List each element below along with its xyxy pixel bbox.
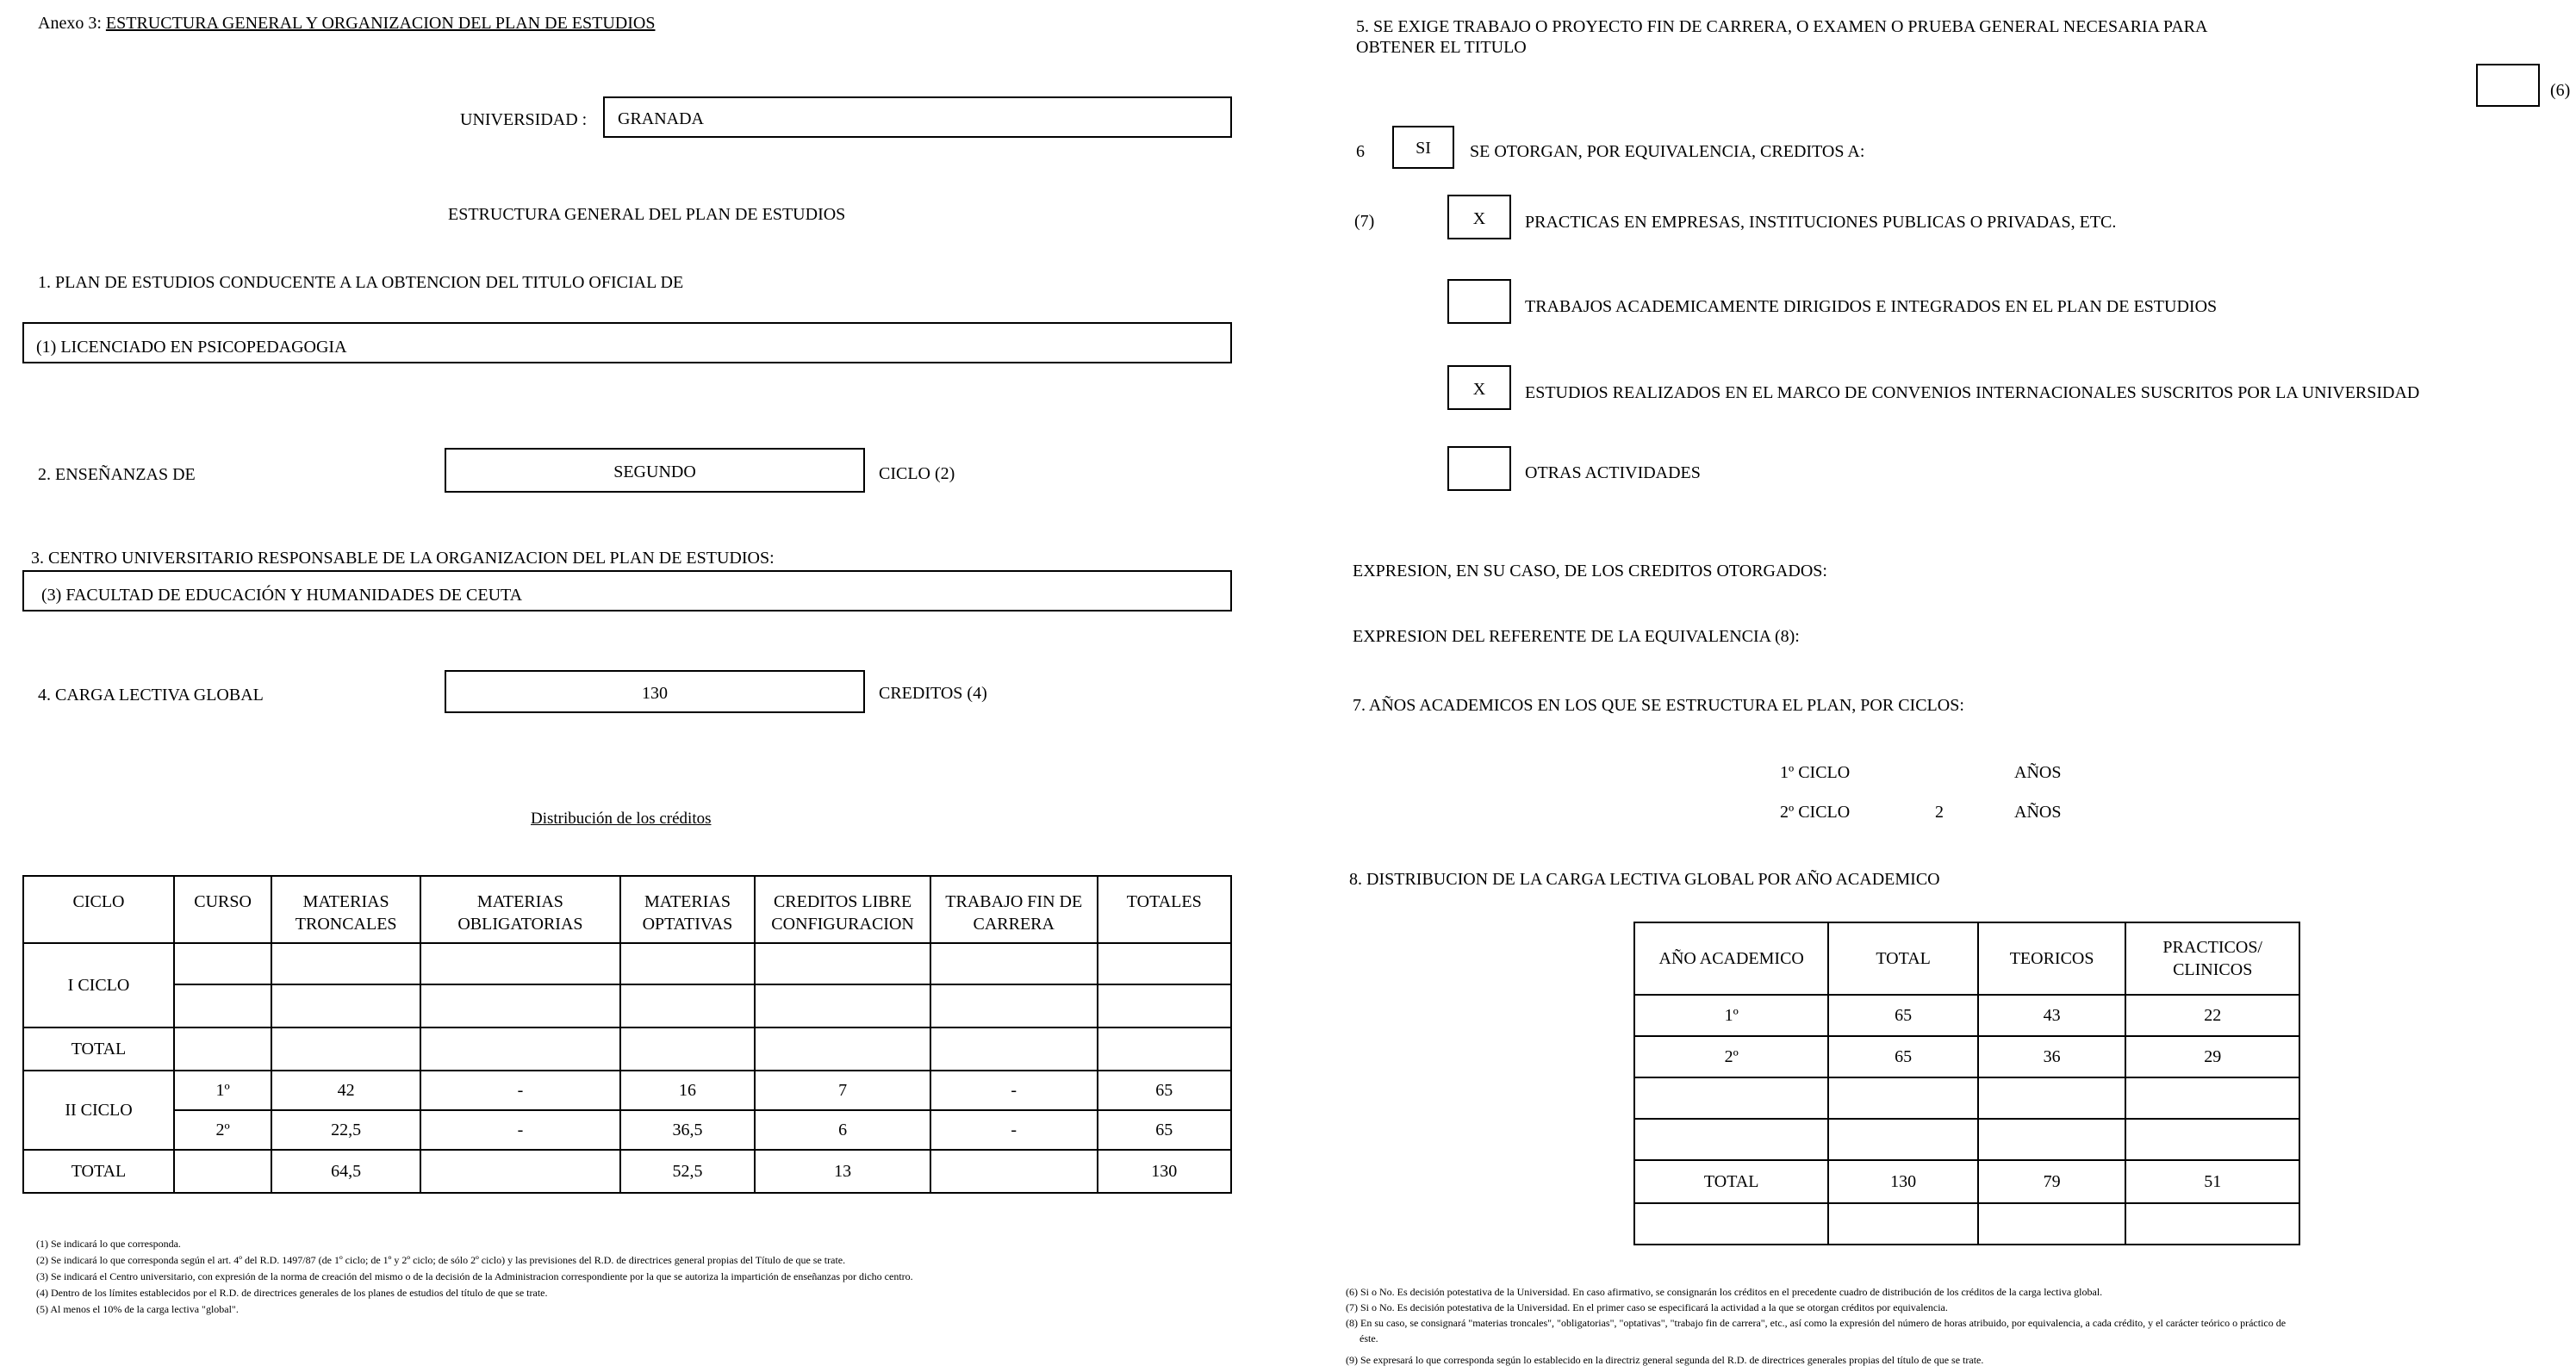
footnote: (8) En su caso, se consignará "materias troncales", "obligatorias", "optativas", "trabajo fin de carrera", etc., así como la expresión del número de horas atribuido, por equivalencia, a cada crédito, y el carácter teórico o práctico de — [1346, 1317, 2287, 1329]
row-label-total-ii: TOTAL — [23, 1150, 174, 1193]
cell-troncales: 64,5 — [271, 1150, 420, 1193]
section-6-number: 6 — [1356, 142, 1365, 161]
distribution-title: Distribución de los créditos — [531, 810, 712, 828]
table-header-row — [23, 876, 1231, 943]
cell-optativas: 36,5 — [620, 1110, 755, 1150]
table-row — [23, 1150, 1231, 1193]
table-row — [1634, 1036, 2299, 1077]
cell-optativas: 52,5 — [620, 1150, 755, 1193]
degree-title-value: (1) LICENCIADO EN PSICOPEDAGOGIA — [36, 338, 347, 357]
note-7: (7) — [1354, 212, 1375, 231]
note-6: (6) — [2550, 81, 2571, 100]
expression-reference-label: EXPRESION DEL REFERENTE DE LA EQUIVALENCIA (8): — [1353, 627, 1800, 646]
section-7-label: 7. AÑOS ACADEMICOS EN LOS QUE SE ESTRUCTURA EL PLAN, POR CICLOS: — [1353, 696, 1964, 715]
cycle-2-unit: AÑOS — [2014, 803, 2062, 822]
cell-curso: 2º — [174, 1110, 271, 1150]
footnote: (6) Si o No. Es decisión potestativa de la Universidad. En caso afirmativo, se consignarán los créditos en el precedente cuadro de distribución de los créditos de la carga lectiva global. — [1346, 1286, 2103, 1298]
cycle-2-label: 2º CICLO — [1780, 803, 1851, 822]
cell-optativas: 16 — [620, 1071, 755, 1110]
cycle-value: SEGUNDO — [613, 463, 696, 481]
cycle-2-years: 2 — [1935, 803, 1944, 822]
table-row — [1634, 1203, 2299, 1245]
table-row — [1634, 1077, 2299, 1119]
header-ciclo: CICLO — [23, 876, 174, 943]
header-totales: TOTALES — [1098, 876, 1232, 943]
annex-prefix: Anexo 3: — [38, 14, 102, 33]
footnote: éste. — [1360, 1332, 1378, 1344]
cell-practicos: 22 — [2125, 995, 2299, 1036]
option-checkbox-otras[interactable] — [1447, 446, 1511, 491]
cell-obligatorias: - — [420, 1071, 620, 1110]
cell-total: 65 — [1828, 995, 1977, 1036]
row-label-total-i: TOTAL — [23, 1027, 174, 1071]
cell-ano: TOTAL — [1634, 1160, 1828, 1203]
section-3-label: 3. CENTRO UNIVERSITARIO RESPONSABLE DE LA ORGANIZACION DEL PLAN DE ESTUDIOS: — [31, 549, 775, 568]
thesis-required-field[interactable] — [2476, 64, 2540, 107]
table-row — [1634, 1160, 2299, 1203]
header-trabajo: TRABAJO FIN DE CARRERA — [930, 876, 1098, 943]
option-label-otras: OTRAS ACTIVIDADES — [1525, 463, 1701, 482]
footnote: (7) Si o No. Es decisión potestativa de la Universidad. En el primer caso se especificará la actividad a la que se otorgan créditos por equivalencia. — [1346, 1301, 1948, 1313]
option-mark: X — [1472, 209, 1486, 228]
cycle-1-label: 1º CICLO — [1780, 763, 1851, 782]
footnote: (1) Se indicará lo que corresponda. — [36, 1238, 181, 1250]
cell-libre: 6 — [755, 1110, 930, 1150]
table-row — [23, 1071, 1231, 1110]
center-value: (3) FACULTAD DE EDUCACIÓN Y HUMANIDADES DE CEUTA — [41, 586, 523, 605]
university-value: GRANADA — [618, 109, 704, 128]
table-row — [23, 1027, 1231, 1071]
row-label-ii-ciclo: II CICLO — [23, 1071, 174, 1150]
cell-totales: 130 — [1098, 1150, 1232, 1193]
section-4-label: 4. CARGA LECTIVA GLOBAL — [38, 686, 264, 705]
cell-totales: 65 — [1098, 1071, 1232, 1110]
table-row — [23, 943, 1231, 984]
cell-troncales: 22,5 — [271, 1110, 420, 1150]
university-label: UNIVERSIDAD : — [460, 110, 588, 129]
cell-practicos: 51 — [2125, 1160, 2299, 1203]
credits-suffix: CREDITOS (4) — [879, 684, 987, 703]
option-label-convenios: ESTUDIOS REALIZADOS EN EL MARCO DE CONVENIOS INTERNACIONALES SUSCRITOS POR LA UNIVERSIDAD — [1525, 383, 2420, 402]
header-practicos: PRACTICOS/ CLINICOS — [2125, 922, 2299, 995]
footnote: (2) Se indicará lo que corresponda según el art. 4º del R.D. 1497/87 (de 1º ciclo; de 1º y 2º ciclo; de sólo 2º ciclo) y las previsiones del R.D. de directrices general propias del Título de que se trate. — [36, 1254, 846, 1266]
header-libre: CREDITOS LIBRE CONFIGURACION — [755, 876, 930, 943]
option-checkbox-trabajos[interactable] — [1447, 279, 1511, 324]
table-row — [1634, 1119, 2299, 1160]
section-8-label: 8. DISTRIBUCION DE LA CARGA LECTIVA GLOBAL POR AÑO ACADEMICO — [1349, 870, 1940, 889]
cycle-suffix: CICLO (2) — [879, 464, 955, 483]
header-ano: AÑO ACADEMICO — [1634, 922, 1828, 995]
cycle-1-unit: AÑOS — [2014, 763, 2062, 782]
cell-total: 65 — [1828, 1036, 1977, 1077]
cell-practicos: 29 — [2125, 1036, 2299, 1077]
footnote: (3) Se indicará el Centro universitario, con expresión de la norma de creación del mismo o de la decisión de la Administracion correspondiente por la que se autoriza la impartición de enseñanzas por dicho centro. — [36, 1270, 913, 1282]
table-header-row — [1634, 922, 2299, 995]
cell-ano: 2º — [1634, 1036, 1828, 1077]
cell-curso: 1º — [174, 1071, 271, 1110]
header-teoricos: TEORICOS — [1978, 922, 2126, 995]
table-row — [23, 1110, 1231, 1150]
cell-obligatorias: - — [420, 1110, 620, 1150]
credits-distribution-table — [22, 875, 1232, 1194]
section-5-line2: OBTENER EL TITULO — [1356, 38, 1527, 57]
expression-credits-label: EXPRESION, EN SU CASO, DE LOS CREDITOS OTORGADOS: — [1353, 562, 1827, 580]
section-1-label: 1. PLAN DE ESTUDIOS CONDUCENTE A LA OBTENCION DEL TITULO OFICIAL DE — [38, 273, 684, 292]
cell-teoricos: 36 — [1978, 1036, 2126, 1077]
header-optativas: MATERIAS OPTATIVAS — [620, 876, 755, 943]
section-6-label: SE OTORGAN, POR EQUIVALENCIA, CREDITOS A: — [1470, 142, 1865, 161]
cell-totales: 65 — [1098, 1110, 1232, 1150]
footnote: (4) Dentro de los límites establecidos por el R.D. de directrices generales de los planes de estudios del título de que se trate. — [36, 1287, 548, 1299]
cell-libre: 13 — [755, 1150, 930, 1193]
row-label-i-ciclo: I CICLO — [23, 943, 174, 1027]
option-label-trabajos: TRABAJOS ACADEMICAMENTE DIRIGIDOS E INTEGRADOS EN EL PLAN DE ESTUDIOS — [1525, 297, 2218, 316]
option-label-practicas: PRACTICAS EN EMPRESAS, INSTITUCIONES PUBLICAS O PRIVADAS, ETC. — [1525, 213, 2117, 232]
option-mark: X — [1472, 380, 1486, 399]
cell-libre: 7 — [755, 1071, 930, 1110]
cell-total: 130 — [1828, 1160, 1977, 1203]
cell-teoricos: 79 — [1978, 1160, 2126, 1203]
cell-ano: 1º — [1634, 995, 1828, 1036]
section-2-label: 2. ENSEÑANZAS DE — [38, 465, 196, 484]
header-total: TOTAL — [1828, 922, 1977, 995]
header-troncales: MATERIAS TRONCALES — [271, 876, 420, 943]
equivalence-value: SI — [1416, 139, 1431, 158]
annex-heading — [38, 14, 655, 34]
cell-trabajo: - — [930, 1071, 1098, 1110]
table-row — [23, 984, 1231, 1027]
section-5-line1: 5. SE EXIGE TRABAJO O PROYECTO FIN DE CARRERA, O EXAMEN O PRUEBA GENERAL NECESARIA PARA — [1356, 17, 2208, 36]
footnote: (9) Se expresará lo que corresponda según lo establecido en la directriz general segunda del R.D. de directrices generales propias del título de que se trate. — [1346, 1354, 1984, 1366]
annex-title: ESTRUCTURA GENERAL Y ORGANIZACION DEL PLAN DE ESTUDIOS — [105, 14, 656, 33]
header-obligatorias: MATERIAS OBLIGATORIAS — [420, 876, 620, 943]
annual-load-table — [1633, 922, 2300, 1245]
table-row — [1634, 995, 2299, 1036]
header-curso: CURSO — [174, 876, 271, 943]
credits-value: 130 — [642, 684, 668, 703]
cell-trabajo: - — [930, 1110, 1098, 1150]
cell-troncales: 42 — [271, 1071, 420, 1110]
footnote: (5) Al menos el 10% de la carga lectiva "global". — [36, 1303, 239, 1315]
cell-teoricos: 43 — [1978, 995, 2126, 1036]
structure-heading: ESTRUCTURA GENERAL DEL PLAN DE ESTUDIOS — [448, 205, 846, 224]
